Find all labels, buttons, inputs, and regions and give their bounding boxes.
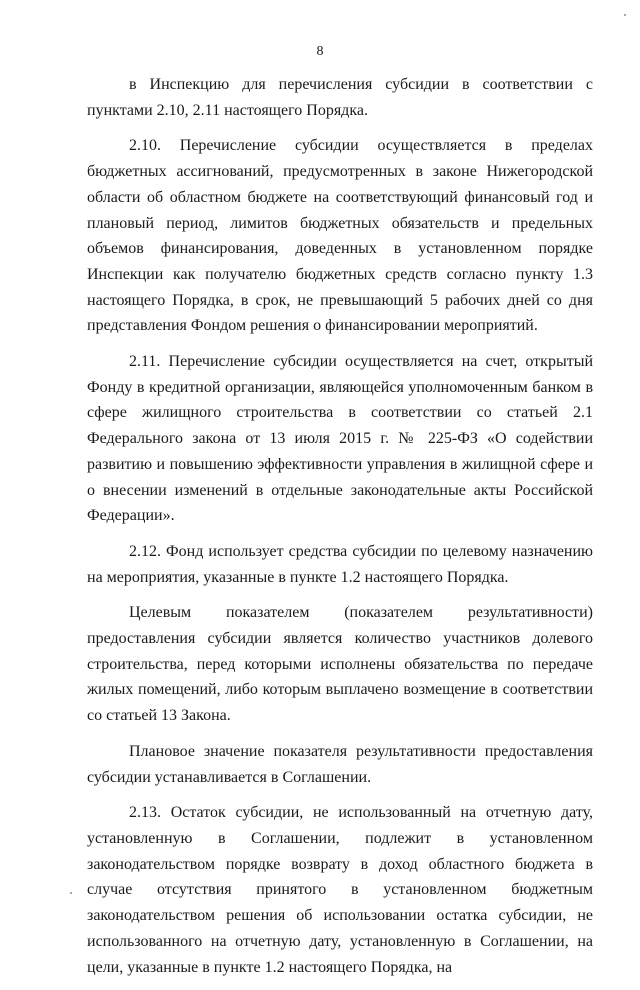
scan-speck — [624, 14, 626, 16]
paragraph-2-13: 2.13. Остаток субсидии, не использованный на отчетную дату, установленную в Соглашении, подлежит в установленном законодательством порядке возврату в доход областного бюджета в случае отсутствия принятого в установленном бюджетным законодательством решения об использовании остатка субсидии, не использованного на отчетную дату, установленную в Соглашении, на цели, указанные в пункте 1.2 настоящего Порядка, на — [87, 804, 593, 976]
document-body — [87, 72, 593, 990]
page-number: 8 — [316, 44, 324, 59]
paragraph-2-10: 2.10. Перечисление субсидии осуществляется в пределах бюджетных ассигнований, предусмотренных в законе Нижегородской области об областном бюджете на соответствующий финансовый год и плановый период, лимитов бюджетных обязательств и предельных объемов финансирования, доведенных в установленном порядке Инспекции как получателю бюджетных средств согласно пункту 1.3 настоящего Порядка, в срок, не превышающий 5 рабочих дней со дня представления Фондом решения о финансировании мероприятий. — [87, 137, 593, 335]
paragraph-2-12: 2.12. Фонд использует средства субсидии по целевому назначению на мероприятия, указанные в пункте 1.2 настоящего Порядка. — [87, 542, 593, 586]
paragraph-continuation: в Инспекцию для перечисления субсидии в соответствии с пунктами 2.10, 2.11 настоящего Порядка. — [87, 76, 593, 119]
scan-speck — [70, 892, 72, 894]
paragraph-target-indicator: Целевым показателем (показателем результативности) предоставления субсидии является количество участников долевого строительства, перед которыми исполнены обязательства по передаче жилых помещений, либо которым выплачено возмещение в соответствии со статьей 13 Закона. — [87, 604, 593, 725]
paragraph-2-11: 2.11. Перечисление субсидии осуществляется на счет, открытый Фонду в кредитной организации, являющейся уполномоченным банком в сфере жилищного строительства в соответствии со статьей 2.1 Федерального закона от 13 июля 2015 г. № 225-ФЗ «О содействии развитию и повышению эффективности управления в жилищной сфере и о внесении изменений в отдельные законодательные акты Российской Федерации». — [87, 353, 593, 525]
paragraph-planned-value: Плановое значение показателя результативности предоставления субсидии устанавливается в Соглашении. — [87, 742, 593, 786]
